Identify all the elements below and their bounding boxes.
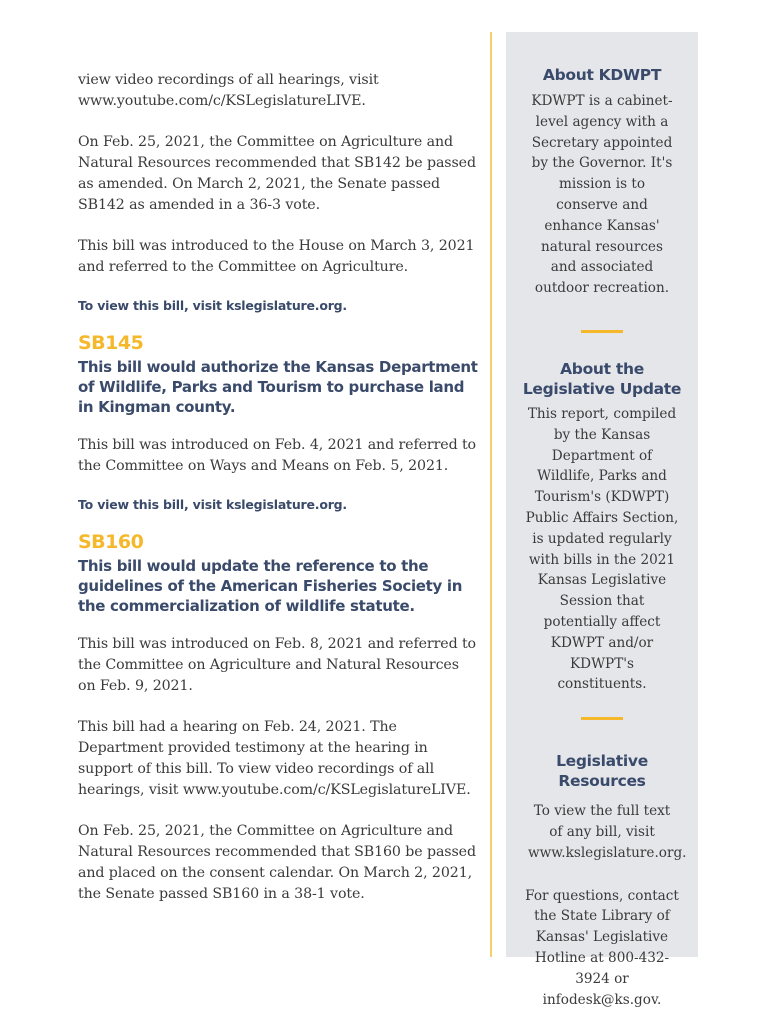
- bill-sb145-view-link[interactable]: To view this bill, visit kslegislature.org.: [78, 497, 347, 512]
- column-divider: [490, 32, 492, 957]
- bill-title-sb160: This bill would update the reference to the guidelines of the American Fisheries Society in the commercialization of wildlife statute.: [78, 557, 463, 615]
- resources-text-2: For questions, contact the State Library of Kansas' Legislative Hotline at 800-432-3924 or infodesk@ks.gov.: [525, 887, 679, 1008]
- bill-sb160-paragraph-2: This bill had a hearing on Feb. 24, 2021. The Department provided testimony at the hearing in support of this bill. To view video recordings of all hearings, visit www.youtube.com/c/KSLegislatureLIVE.: [78, 719, 471, 798]
- bill-sb145-paragraph: This bill was introduced on Feb. 4, 2021 and referred to the Committee on Ways and Means on Feb. 5, 2021.: [78, 437, 477, 474]
- about-update-heading: About the Legislative Update: [522, 359, 682, 398]
- intro-view-bill-link[interactable]: To view this bill, visit kslegislature.org.: [78, 298, 347, 313]
- resources-text-1: To view the full text of any bill, visit www.kslegislature.org.: [528, 803, 687, 861]
- intro-paragraph-3: This bill was introduced to the House on March 3, 2021 and referred to the Committee on Agriculture.: [78, 238, 475, 275]
- bill-sb160-paragraph-1: This bill was introduced on Feb. 8, 2021 and referred to the Committee on Agriculture and Natural Resources on Feb. 9, 2021.: [78, 636, 477, 694]
- resources-heading: Legislative Resources: [556, 752, 648, 791]
- bill-title-sb145: This bill would authorize the Kansas Department of Wildlife, Parks and Tourism to purchase land in Kingman county.: [78, 358, 478, 416]
- intro-paragraph-2: On Feb. 25, 2021, the Committee on Agriculture and Natural Resources recommended that SB142 be passed as amended. On March 2, 2021, the Senate passed SB142 as amended in a 36-3 vote.: [78, 134, 476, 213]
- about-kdwpt-heading: About KDWPT: [542, 66, 662, 84]
- main-column: [78, 70, 480, 925]
- intro-paragraph-1: view video recordings of all hearings, visit www.youtube.com/c/KSLegislatureLIVE.: [78, 72, 379, 109]
- about-kdwpt-text: KDWPT is a cabinet-level agency with a Secretary appointed by the Governor. It's mission is to conserve and enhance Kansas' natural resources and associated outdoor recreation.: [531, 93, 673, 297]
- sidebar: [506, 32, 698, 1008]
- bill-sb160-paragraph-3: On Feb. 25, 2021, the Committee on Agriculture and Natural Resources recommended that SB160 be passed and placed on the consent calendar. On March 2, 2021, the Senate passed SB160 in a 38-1 vote.: [78, 823, 476, 902]
- bill-code-sb160: SB160: [78, 531, 144, 553]
- about-update-text: This report, compiled by the Kansas Department of Wildlife, Parks and Tourism's (KDWPT) Public Affairs Section, is updated regularly with bills in the 2021 Kansas Legislative Session that potentially affect KDWPT and/or KDWPT's constituents.: [525, 405, 679, 693]
- bill-code-sb145: SB145: [78, 332, 144, 354]
